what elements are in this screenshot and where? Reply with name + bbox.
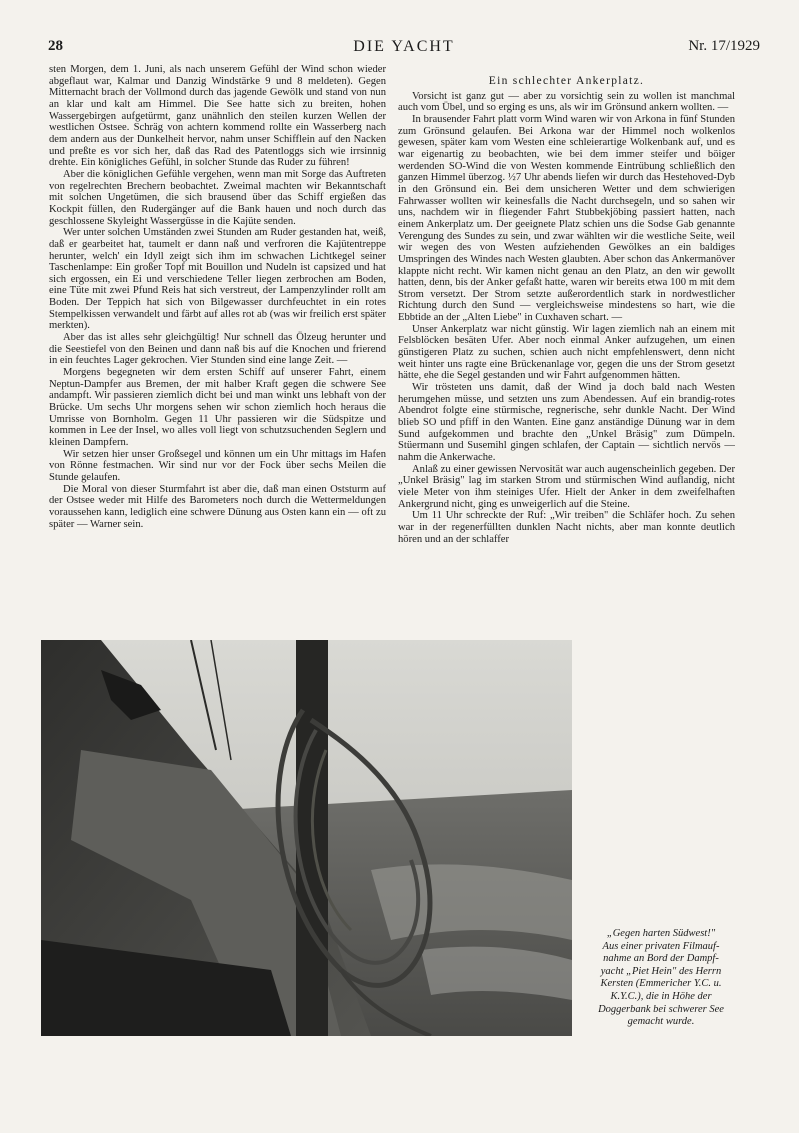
- paragraph: Aber die königlichen Gefühle vergehen, wenn man mit Sorge das Auftreten von regelrechten Brechern beobachtet. Zweimal machten wir Bekanntschaft mit solchen Ungetümen, die sich brausend über das Schiff ergießen das Kockpit füllen, den Rudergänger auf die Bank hauen und noch durch das geschlossene Skyleight Wassergüsse in die Kajüte senden.: [49, 168, 386, 227]
- caption-line: Aus einer privaten Filmauf-: [602, 940, 720, 952]
- caption-line: yacht „Piet Hein" des Herrn: [600, 965, 722, 977]
- paragraph: Vorsicht ist ganz gut — aber zu vorsichtig sein zu wollen ist manchmal auch vom Übel, und so erging es uns, als wir im Grönsund ankern wollten. —: [398, 90, 735, 114]
- left-text-column: [49, 64, 386, 624]
- paragraph: Aber das ist alles sehr gleichgültig! Nur schnell das Ölzeug herunter und die Seestiefel von den Beinen und dann naß bis auf die Knochen und frierend in ein feuchtes Lager gekrochen. Vier Stunden sind eine lange Zeit. —: [49, 332, 386, 367]
- photo-yacht-deck-heavy-sea-icon: [41, 640, 572, 1036]
- paragraph: In brausender Fahrt platt vorm Wind waren wir von Arkona in fünf Stunden zum Grönsund gelaufen. Bei Arkona war der Himmel noch wolkenlos gewesen, später kam vom Westen eine schleierartige Wolkenbank auf, und es war eigenartig zu beobachten, wie bei dem immer steifer und böiger werdenden SO-Wind die von Westen kommende Eintrübung schließlich den ganzen Himmel überzog. ½7 Uhr abends liefen wir durch das Hestehoved-Dyb in den Grönsund ein. Bei dem unsicheren Wetter und dem schwierigen Fahrwasser wollten wir keinesfalls die Nacht durchsegeln, und so sahen wir uns, nachdem wir in fliegender Fahrt Stubbekjöbing passiert hatten, nach einem Ankerplatz um. Der geeignete Platz schien uns die Sodse Gab genannte Verengung des Sundes zu sein, und zwar wählten wir die westliche Seite, weil wir wegen des von Westen aufziehenden Gewölkes an ein baldiges Umspringen des Windes nach Westen glaubten. Aber schon das Ankermanöver klappte nicht recht. Wir kamen nicht genau an den Platz, an den wir gewollt hatten, denn, bis der Anker gefaßt hatte, waren wir bereits etwa 100 m mit dem Strom versetzt. Der Strom setzte außerordentlich stark in nordwestlicher Richtung durch den Sund — vergleichsweise mindestens so hart, wie die Ebbtide an der „Alten Liebe" in Cuxhaven schart. —: [398, 113, 735, 324]
- paragraph: Die Moral von dieser Sturmfahrt ist aber die, daß man einen Oststurm auf der Ostsee weder mit Hilfe des Barometers noch durch die Wettermeldungen voraussehen kann, lediglich eine schwere Dünung aus Osten kann ein — oft zu später — Warner sein.: [49, 483, 386, 530]
- paragraph: Wir setzen hier unser Großsegel und können um ein Uhr mittags im Hafen von Rönne festmachen. Wir sind nur vor der Fock über sechs Meilen die Stunde gelaufen.: [49, 448, 386, 483]
- right-text-column: [398, 64, 735, 624]
- paragraph: Unser Ankerplatz war nicht günstig. Wir lagen ziemlich nah an einem mit Felsblöcken besäten Ufer. Aber noch einmal Anker aufzugehen, um einen günstigeren Platz zu suchen, schien auch nicht empfehlenswert, denn nicht weit hinter uns ragte eine Brückenanlage vor, gegen die uns der Strom gesetzt hätte, ehe die Segel gestanden und wir Fahrt aufgenommen hätten.: [398, 323, 735, 382]
- caption-line: gemacht wurde.: [627, 1016, 695, 1028]
- yacht-photo: [41, 640, 572, 1036]
- caption-line: nahme an Bord der Dampf-: [603, 953, 719, 965]
- paragraph: Anlaß zu einer gewissen Nervosität war auch augenscheinlich gegeben. Der „Unkel Bräsig" lag im starken Strom und stürmischen Wind auflandig, nicht viele Meter von ihm steiniges Ufer. Hielt der Anker in dem zweifelhaften Ankergrund nicht, ging es unweigerlich auf die Steine.: [398, 463, 735, 510]
- page-header: [48, 38, 760, 58]
- paragraph: Wer unter solchen Umständen zwei Stunden am Ruder gestanden hat, weiß, daß er gearbeitet hat, taumelt er dann naß und verfroren die Kajütentreppe herunter, welch' ein Idyll zeigt sich ihm im schwachen Lichtkegel seiner Taschenlampe: Ein großer Topf mit Bouillon und Nudeln ist capsized und hat sich ergossen, ein Ei und verschiedene Teller liegen zerbrochen am Boden, eine Tüte mit zwei Pfund Reis hat sich verstreut, der Lampenzylinder rollt am Boden. Der Teppich hat sich von Bilgewasser durchfeuchtet in ein rotes Stempelkissen verwandelt und färbt auf alles rot ab (was wir freilich erst später merkten).: [49, 227, 386, 332]
- caption-line: K.Y.C.), die in Höhe der: [610, 990, 712, 1002]
- caption-line: Doggerbank bei schwerer See: [598, 1003, 724, 1015]
- section-heading: Ein schlechter Ankerplatz.: [488, 75, 645, 87]
- photo-caption: [585, 928, 737, 1029]
- paragraph: Um 11 Uhr schreckte der Ruf: „Wir treiben" die Schläfer hoch. Zu sehen war in der regenerfüllten dunklen Nacht nichts, aber man konnte deutlich hören und an der schlaffer: [398, 510, 735, 545]
- issue-number: Nr. 17/1929: [688, 38, 760, 54]
- caption-line: Kersten (Emmericher Y.C. u.: [600, 978, 722, 990]
- caption-line: „Gegen harten Südwest!": [606, 928, 716, 939]
- paragraph: sten Morgen, dem 1. Juni, als nach unserem Gefühl der Wind schon wieder abgeflaut war, Kalmar und Danzig Windstärke 9 und 8 meldeten). Gegen Mitternacht brach der Vollmond durch das jagende Gewölk und stand von nun an klar und kalt am Himmel. Die See hatte sich zu breiten, hohen Wassergebirgen aufgetürmt, ganz unähnlich den steilen kurzen Wellen der westlichen Ostsee. Schräg von achtern kommend rollte ein Wasserberg nach dem andern aus der Dunkelheit hervor, nahm unser Schifflein auf den Nacken und preßte es vor sich her, daß das Rad des Patentloggs sich wie irrsinnig drehte. Ein königliches Gefühl, in solcher Stunde das Ruder zu führen!: [49, 64, 386, 169]
- paragraph: Wir trösteten uns damit, daß der Wind ja doch bald nach Westen herumgehen müsse, und setzten uns zum Abendessen. Auf ein brandig-rotes Abendrot folgte eine stürmische, regnerische, sehr dunkle Nacht. Der Wind blieb SO und pfiff in den Wanten. Eine ganz anständige Dünung war in dem Sund aufgekommen und brachte den „Unkel Bräsig" zum Dümpeln. Stüermann und Susemihl gingen schlafen, der Captain — sichtlich nervös — nahm die Ankerwache.: [398, 382, 735, 463]
- page-number: 28: [48, 38, 63, 54]
- paragraph: Morgens begegneten wir dem ersten Schiff auf unserer Fahrt, einem Neptun-Dampfer aus Bremen, der mit halber Kraft gegen die schwere See andampft. Wir passieren ziemlich dicht bei und man winkt uns lebhaft von der Brücke. Um sechs Uhr morgens sehen wir schon ziemlich hoch heraus die Umrisse von Bornholm. Gegen 11 Uhr passieren wir die Südspitze und kommen in Lee der Insel, wo alles voll liegt von schutzsuchenden Seglern und kleinen Dampfern.: [49, 367, 386, 448]
- magazine-title: DIE YACHT: [353, 38, 455, 55]
